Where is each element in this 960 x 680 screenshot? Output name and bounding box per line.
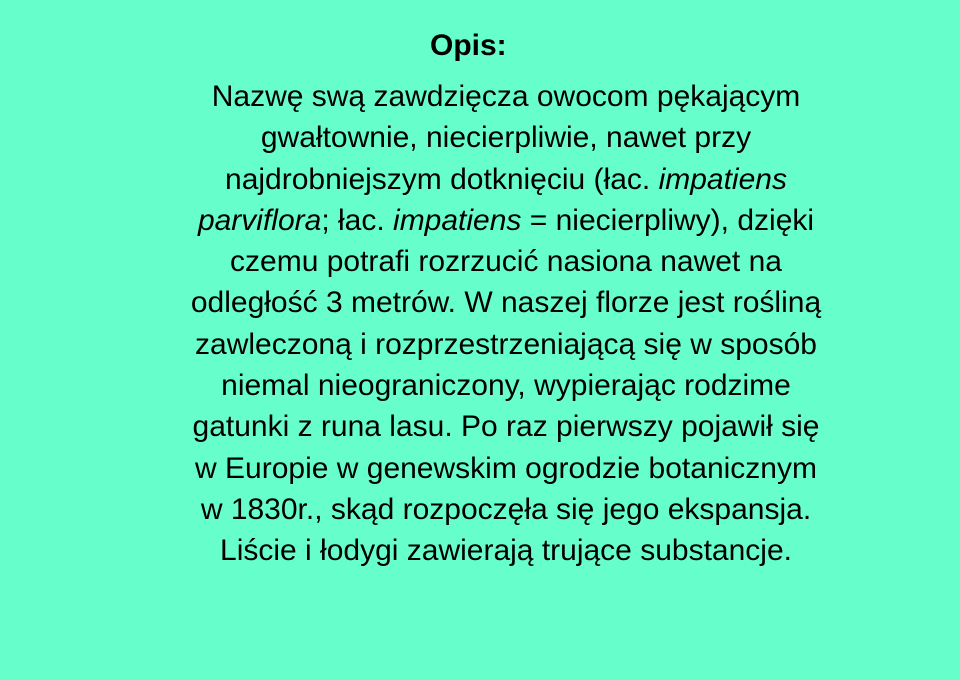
text-line	[106, 489, 906, 530]
text-run: niemal nieograniczony, wypierając rodzime	[221, 369, 791, 403]
italic-term: impatiens	[393, 203, 522, 237]
text-line	[106, 365, 906, 406]
text-run: odległość 3 metrów. W naszej florze jest rośliną	[190, 286, 822, 320]
text-line	[106, 159, 906, 200]
text-line	[106, 530, 906, 571]
text-line	[106, 282, 906, 323]
text-line	[106, 324, 906, 365]
text-run: czemu potrafi rozrzucić nasiona nawet na	[230, 245, 782, 279]
text-run: najdrobniejszym dotknięciu (łac.	[225, 162, 659, 196]
text-line	[106, 200, 906, 241]
text-run: w 1830r., skąd rozpoczęła się jego ekspansja.	[200, 492, 812, 526]
slide-title: Opis:	[430, 29, 507, 62]
text-run: = niecierpliwy), dzięki	[521, 203, 815, 237]
text-line	[106, 406, 906, 447]
text-line	[106, 117, 906, 158]
italic-term: parviflora	[197, 203, 322, 237]
text-run: zawleczoną i rozprzestrzeniającą się w sposób	[195, 327, 817, 361]
description-paragraph	[106, 76, 906, 572]
text-run: gatunki z runa lasu. Po raz pierwszy pojawił się	[192, 410, 820, 444]
text-run: w Europie w genewskim ogrodzie botanicznym	[195, 451, 817, 485]
text-run: gwałtownie, niecierpliwie, nawet przy	[260, 121, 752, 155]
text-line	[106, 76, 906, 117]
text-line	[106, 448, 906, 489]
italic-term: impatiens	[658, 162, 787, 196]
text-run: Liście i łodygi zawierają trujące substancje.	[220, 534, 792, 568]
text-line	[106, 241, 906, 282]
text-run: Nazwę swą zawdzięcza owocom pękającym	[211, 80, 801, 113]
text-run: ; łac.	[321, 203, 394, 237]
